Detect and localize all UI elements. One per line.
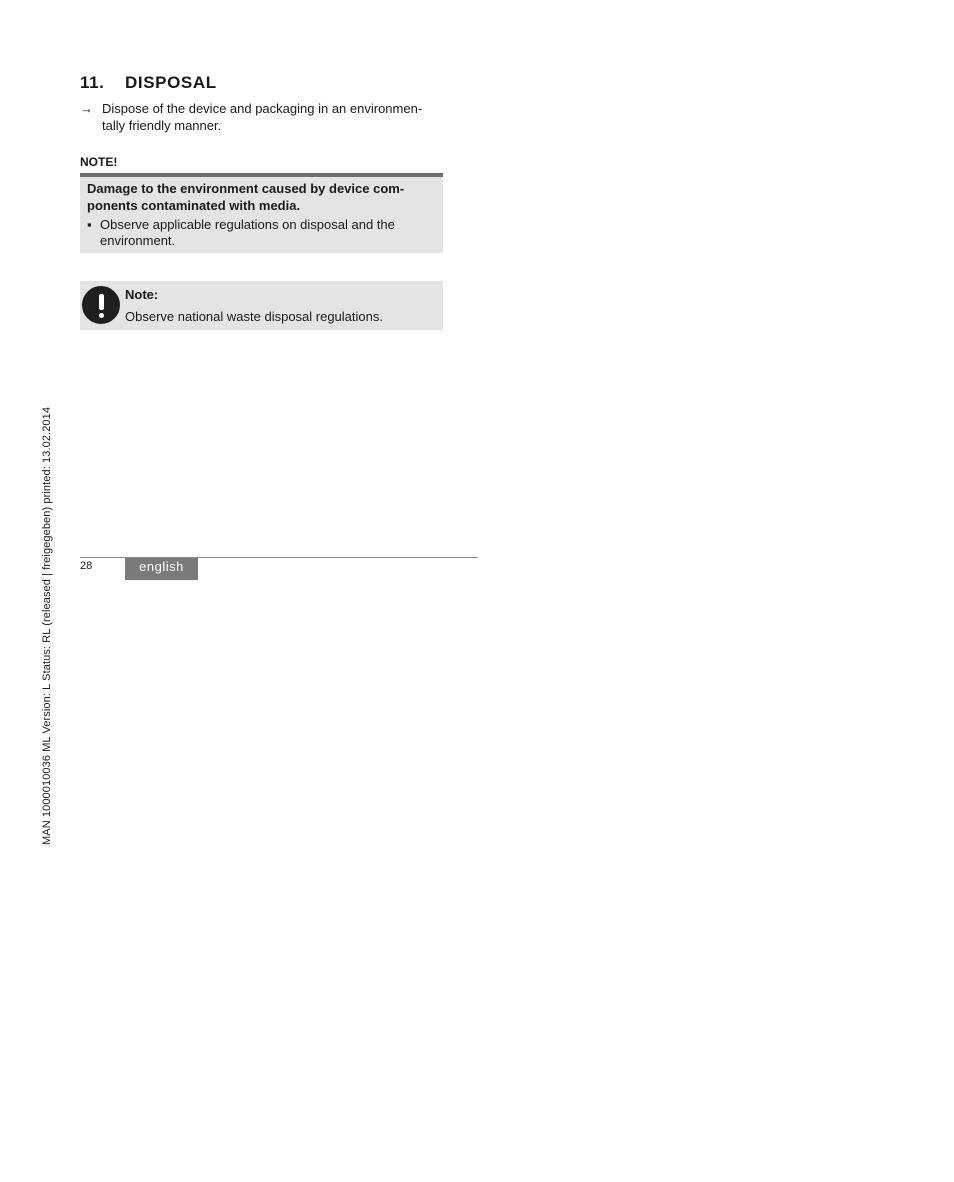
- language-tab: english: [125, 558, 198, 580]
- notice-box: [80, 177, 443, 253]
- exclamation-icon: [82, 286, 120, 324]
- arrow-icon: →: [80, 101, 93, 116]
- notice-headline: Damage to the environment caused by device com-ponents contaminated with media.: [87, 181, 405, 213]
- section-title: DISPOSAL: [125, 73, 217, 92]
- page-number: 28: [80, 560, 93, 572]
- section-heading: [80, 73, 217, 93]
- document-metadata-sidebar: MAN 1000010036 ML Version: L Status: RL (released | freigegeben) printed: 13.02.2014: [41, 406, 53, 845]
- info-note-body: Observe national waste disposal regulations.: [125, 309, 383, 324]
- notice-bullet: [87, 217, 435, 249]
- instruction-step: [80, 100, 445, 134]
- bullet-icon: ▪: [87, 217, 92, 232]
- info-note-title: Note:: [125, 287, 159, 302]
- section-number: 11.: [80, 73, 105, 92]
- step-text: Dispose of the device and packaging in an environmen-tally friendly manner.: [102, 101, 423, 133]
- info-note-box: [80, 281, 443, 330]
- notice-label: NOTE!: [80, 155, 118, 169]
- notice-bullet-text: Observe applicable regulations on disposal and the environment.: [100, 217, 395, 248]
